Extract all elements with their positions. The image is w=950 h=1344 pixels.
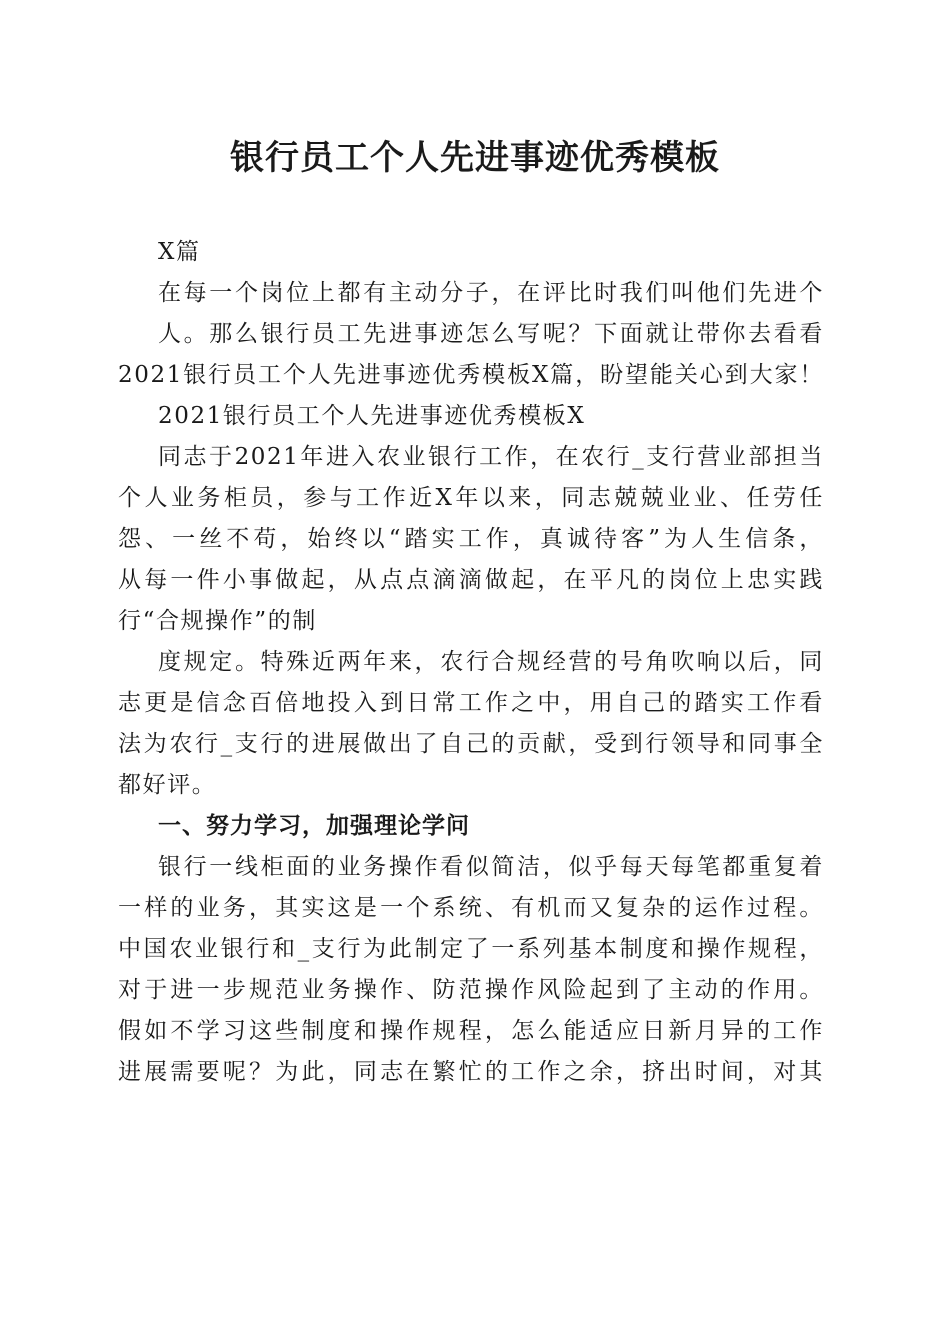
paragraph-line: 法为农行_支行的进展做出了自己的贡献，受到行领导和同事全	[118, 731, 824, 757]
paragraph-line-intro-2: 人。那么银行员工先进事迹怎么写呢？下面就让带你去看看	[158, 321, 824, 347]
paragraph-line: 假如不学习这些制度和操作规程，怎么能适应日新月异的工作	[118, 1018, 824, 1044]
document-body	[118, 232, 824, 1093]
paragraph-line: 都好评。	[118, 772, 217, 798]
paragraph-line-intro-3: 2021银行员工个人先进事迹优秀模板X篇，盼望能关心到大家！	[118, 362, 824, 388]
section-subtitle: 2021银行员工个人先进事迹优秀模板X	[158, 403, 586, 429]
document-title: 银行员工个人先进事迹优秀模板	[230, 138, 720, 178]
paragraph-line: 进展需要呢？为此，同志在繁忙的工作之余，挤出时间，对其	[118, 1059, 824, 1085]
paragraph-line-intro-1: 在每一个岗位上都有主动分子，在评比时我们叫他们先进个	[158, 280, 824, 306]
paragraph-line: 一样的业务，其实这是一个系统、有机而又复杂的运作过程。	[118, 895, 824, 921]
paragraph-line: 行“合规操作”的制	[118, 608, 317, 634]
paragraph-line: 怨、一丝不苟，始终以“踏实工作，真诚待客”为人生信条，	[118, 526, 824, 552]
paragraph-line: 中国农业银行和_支行为此制定了一系列基本制度和操作规程，	[118, 936, 824, 962]
section-heading: 一、努力学习，加强理论学问	[158, 813, 470, 839]
paragraph-line: 个人业务柜员，参与工作近X年以来，同志兢兢业业、任劳任	[118, 485, 824, 511]
paragraph-line: 从每一件小事做起，从点点滴滴做起，在平凡的岗位上忠实践	[118, 567, 824, 593]
paragraph-line: 对于进一步规范业务操作、防范操作风险起到了主动的作用。	[118, 977, 824, 1003]
paragraph-line: 同志于2021年进入农业银行工作，在农行_支行营业部担当	[158, 444, 824, 470]
paragraph-line-count: X篇	[158, 239, 201, 265]
paragraph-line: 志更是信念百倍地投入到日常工作之中，用自己的踏实工作看	[118, 690, 824, 716]
paragraph-line: 度规定。特殊近两年来，农行合规经营的号角吹响以后，同	[158, 649, 824, 675]
paragraph-line: 银行一线柜面的业务操作看似简洁，似乎每天每笔都重复着	[158, 854, 824, 880]
